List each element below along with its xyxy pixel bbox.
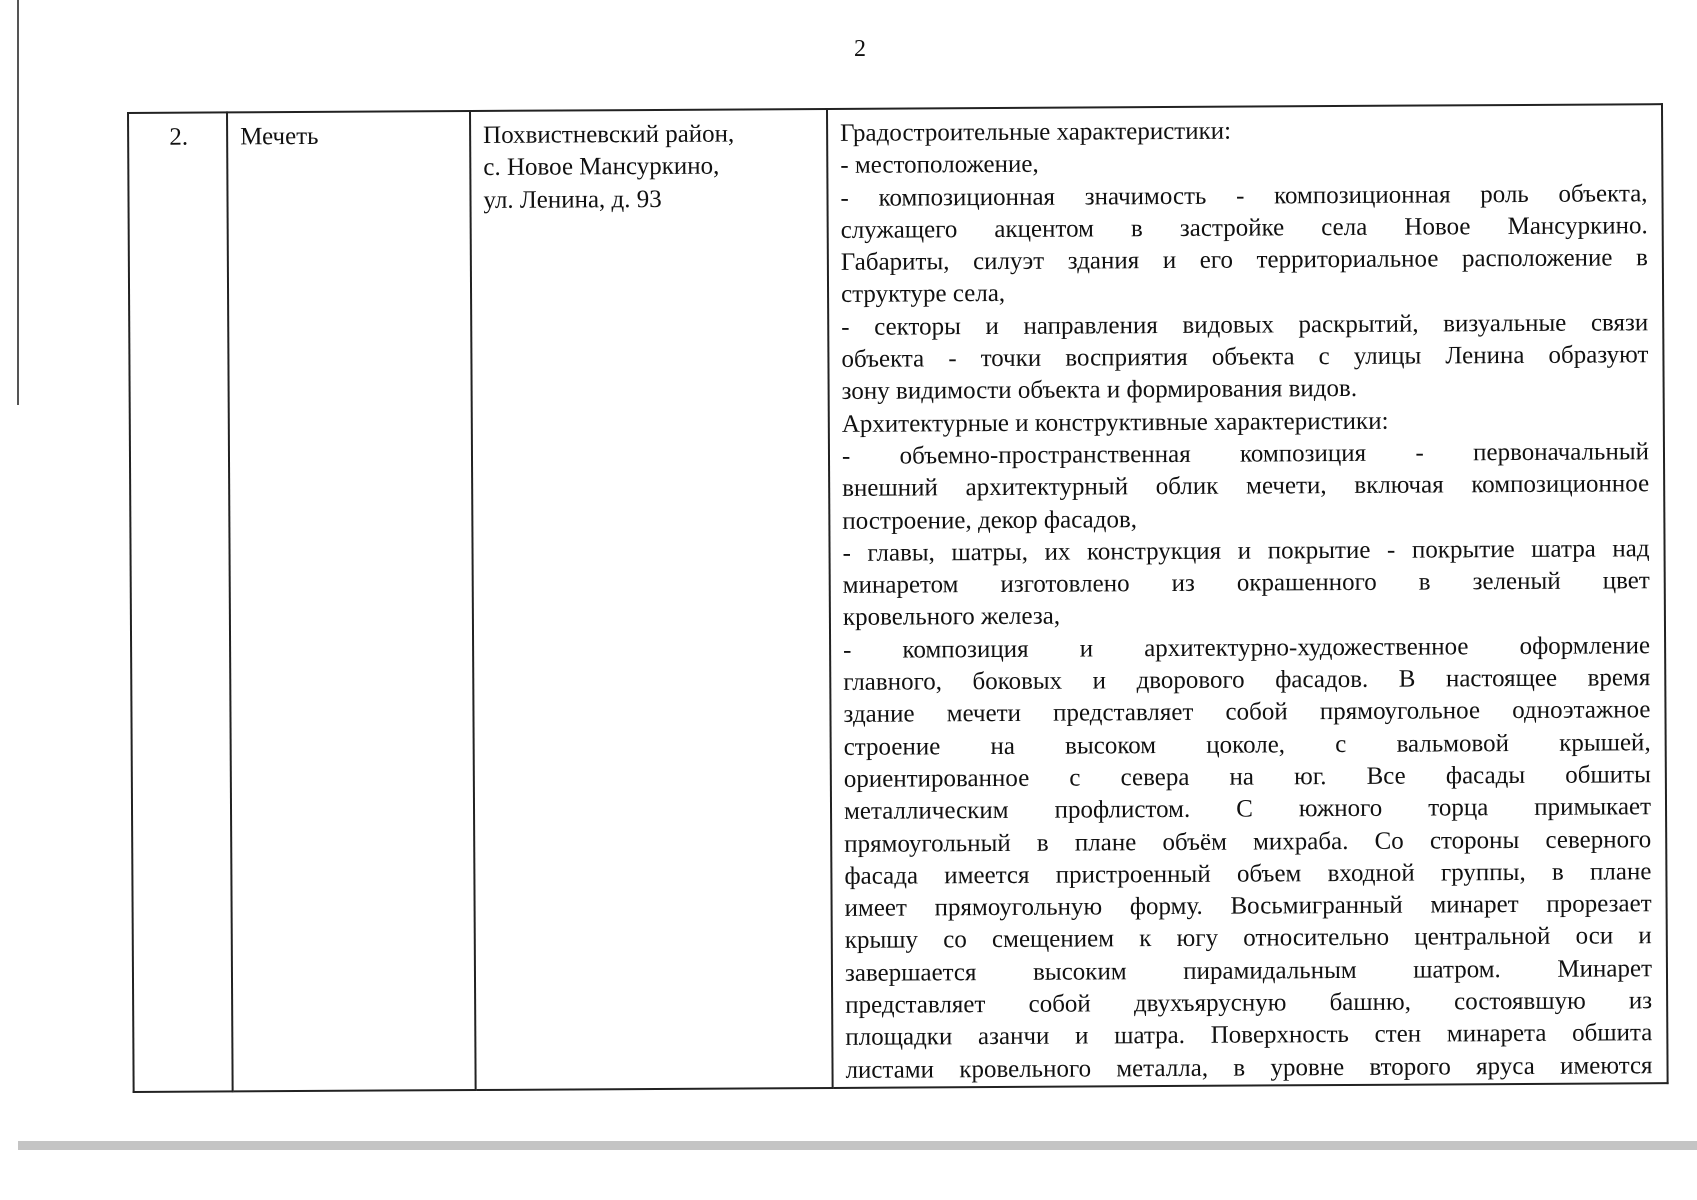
description-line: - главы, шатры, их конструкция и покрытие - покрытие шатра над [842,535,1650,567]
description-line: фасада имеется пристроенный объем входной группы, в плане [844,858,1652,890]
description-line: листами кровельного металла, в уровне второго яруса имеются [845,1051,1653,1084]
description-line: минаретом изготовлено из окрашенного в зеленый цвет [842,567,1650,600]
description-line: - секторы и направления видовых раскрытий, визуальные связи [841,309,1649,341]
description-line: представляет собой двухъярусную башню, состоявшую из [845,987,1653,1019]
description-line: - местоположение, [840,151,1039,180]
description-line: внешний архитектурный облик мечети, включая композиционное [842,470,1650,503]
description-line: Габариты, силуэт здания и его территориальное расположение в [840,244,1648,277]
description-line: построение, декор фасадов, [842,505,1138,535]
description-line: главного, боковых и дворового фасадов. В настоящее время [843,664,1651,696]
description-line: Градостроительные характеристики: [840,117,1232,147]
description-line: завершается высоким пирамидальным шатром. Минарет [844,954,1653,987]
object-name: Мечеть [240,122,319,151]
row-number: 2. [169,123,189,151]
object-name-cell [227,111,476,1091]
address-line: с. Новое Мансуркино, [483,152,720,182]
description-cell [827,104,1668,1088]
description-line: - объемно-пространственная композиция - первоначальный [841,438,1650,470]
description-line: здание мечети представляет собой прямоугольное одноэтажное [843,696,1651,729]
description-line: ориентированное с севера на юг. Все фасады обшиты [843,761,1651,793]
description-line: крышу со смещением к югу относительно центральной оси и [844,922,1652,955]
table-row [128,104,1668,1092]
description-line: площадки азанчи и шатра. Поверхность стен минарета обшита [845,1019,1653,1052]
description-line: строение на высоком цоколе, с вальмовой крышей, [843,728,1651,761]
description-line: служащего акцентом в застройке села Новое Мансуркино. [840,212,1648,244]
description-line: кровельного железа, [842,603,1061,632]
row-number-cell [128,112,233,1091]
page-number: 2 [854,36,866,62]
address-cell [470,109,833,1090]
address-line: ул. Ленина, д. 93 [483,185,662,214]
scan-bottom-bar [18,1141,1697,1150]
description-line: имеет прямоугольную форму. Восьмигранный минарет прорезает [844,890,1652,923]
description-line: объекта - точки восприятия объекта с улицы Ленина образуют [841,341,1649,373]
description-line: металлическим профлистом. С южного торца примыкает [843,793,1652,826]
description-line: зону видимости объекта и формирования видов. [841,375,1358,406]
description-line: - композиционная значимость - композиционная роль объекта, [840,179,1648,212]
description-line: прямоугольный в плане объём михраба. Со стороны северного [844,825,1652,858]
description-line: - композиция и архитектурно-художественное оформление [843,631,1651,664]
description-line: Архитектурные и конструктивные характеристики: [841,407,1389,438]
description-line: структуре села, [840,280,1006,309]
monument-table [127,103,1669,1093]
address-line: Похвистневский район, [483,120,735,149]
